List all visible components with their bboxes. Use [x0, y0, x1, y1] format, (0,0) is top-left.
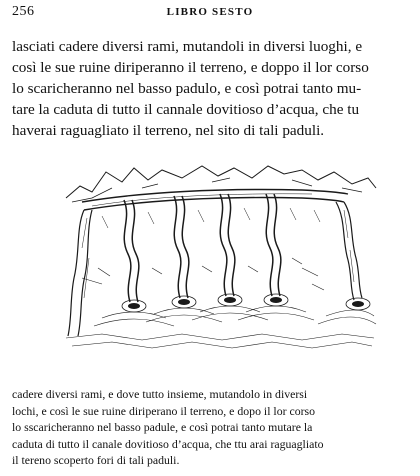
bottom-paragraph: [12, 386, 410, 469]
top-paragraph-line-3: lo scaricheranno nel basso padulo, e così potrai tanto mu-: [12, 80, 362, 97]
top-paragraph-line-1: lasciati cadere diversi rami, mutandoli in diversi luoghi, e: [12, 38, 363, 55]
canal-illustration: [62, 158, 378, 354]
running-head-title: LIBRO SESTO: [166, 6, 254, 18]
bottom-paragraph-line-5: il tereno scoperto fori di tali paduli.: [12, 453, 180, 468]
bottom-paragraph-line-1: cadere diversi rami, e dove tutto insieme, mutandolo in diversi: [12, 387, 308, 401]
bottom-paragraph-line-2: lochi, e così le sue ruine diriperano il terreno, e dopo il lor corso: [12, 403, 316, 418]
top-paragraph: [12, 36, 410, 141]
top-paragraph-line-4: tare la caduta di tutto il cannale dovitioso d’acqua, che tu: [12, 101, 360, 118]
page-number: 256: [12, 4, 35, 19]
canal-upper-edge: [82, 190, 348, 203]
mountain-outline: [66, 166, 376, 198]
top-paragraph-line-5: haverai raguagliato il terreno, nel sito di tali paduli.: [12, 122, 325, 139]
bottom-paragraph-line-4: caduta di tutto il canale dovitioso d’acqua, che ttu arai raguagliato: [12, 436, 324, 451]
canal-lower-edge: [84, 198, 344, 211]
bottom-paragraph-line-3: lo sscaricheranno nel basso padule, e così potrai tanto mutare la: [12, 420, 313, 435]
top-paragraph-line-2: così le sue ruine diriperanno il terreno, e doppo il lor corso: [12, 59, 369, 76]
